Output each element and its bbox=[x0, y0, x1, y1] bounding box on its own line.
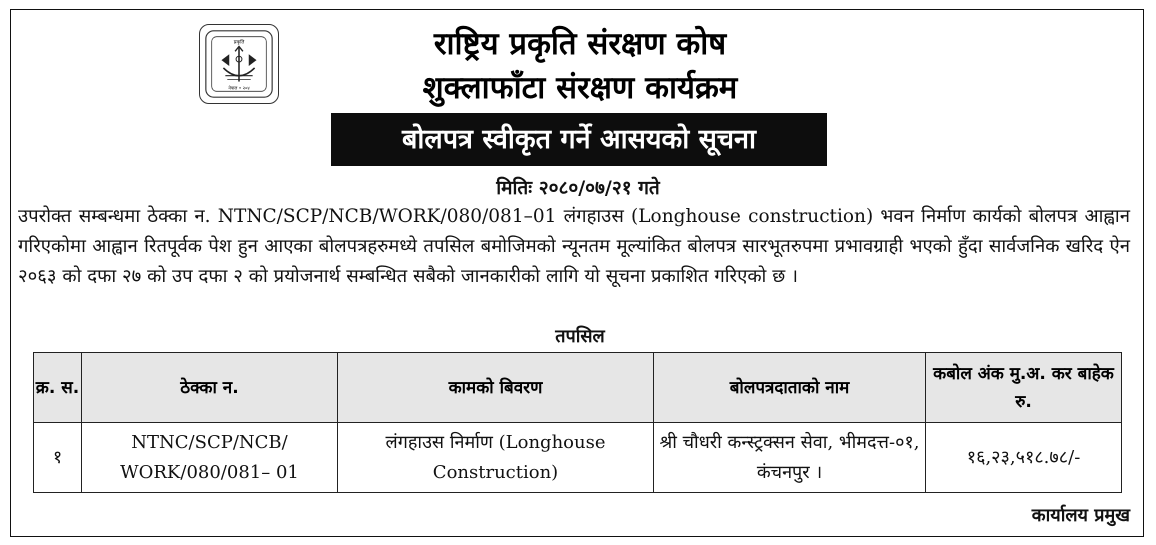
cell-description: लंगहाउस निर्माण (Longhouse Construction) bbox=[338, 423, 654, 493]
ntnc-emblem-icon bbox=[199, 24, 279, 104]
program-name: शुक्लाफाँटा संरक्षण कार्यक्रम bbox=[422, 70, 738, 106]
cell-serial: १ bbox=[34, 423, 82, 493]
header-description: कामको बिवरण bbox=[338, 353, 654, 423]
notice-title: बोलपत्र स्वीकृत गर्ने आसयको सूचना bbox=[331, 113, 827, 166]
header-contract-no: ठेक्का न. bbox=[82, 353, 338, 423]
header-amount: कबोल अंक मु.अ. कर बाहेक रु. bbox=[926, 353, 1122, 423]
cell-amount: १६,२३,५१८.७८/- bbox=[926, 423, 1122, 493]
header-serial: क्र. स. bbox=[34, 353, 82, 423]
org-name: राष्ट्रिय प्रकृति संरक्षण कोष bbox=[433, 26, 727, 62]
notice-date: मितिः २०८०/०७/२१ गते bbox=[496, 177, 660, 199]
header-bidder: बोलपत्रदाताको नाम bbox=[654, 353, 926, 423]
cell-bidder: श्री चौधरी कन्स्ट्रक्सन सेवा, भीमदत्त-०१, कंचनपुर । bbox=[654, 423, 926, 493]
signature-label: कार्यालय प्रमुख bbox=[1031, 505, 1130, 526]
bid-table bbox=[33, 352, 1122, 493]
logo-top-text: प्रकृति bbox=[233, 39, 245, 46]
details-subheading: तपसिल bbox=[555, 326, 605, 347]
table-row bbox=[34, 423, 1122, 493]
notice-paragraph: उपरोक्त सम्बन्धमा ठेक्का न. NTNC/SCP/NCB/WORK/080/081–01 लंगहाउस (Longhouse construction) भवन निर्माण कार्यको बोलपत्र आह्वान गरिएकोमा आह्वान रितपूर्वक पेश हुन आएका बोलपत्रहरुमध्ये तपसिल बमोजिमको न्यूनतम मूल्यांकित बोलपत्र सारभूतरुपमा प्रभावग्राही भएको हुँदा सार्वजनिक खरिद ऐन २०६३ को दफा २७ को उप दफा २ को प्रयोजनार्थ सम्बन्धित सबैको जानकारीको लागि यो सूचना प्रकाशित गरिएको छ । bbox=[18, 206, 1130, 287]
logo-bottom-text: नेपाल • २०४ bbox=[228, 86, 250, 92]
table-header-row bbox=[34, 353, 1122, 423]
cell-contract-no: NTNC/SCP/NCB/ WORK/080/081– 01 bbox=[82, 423, 338, 493]
